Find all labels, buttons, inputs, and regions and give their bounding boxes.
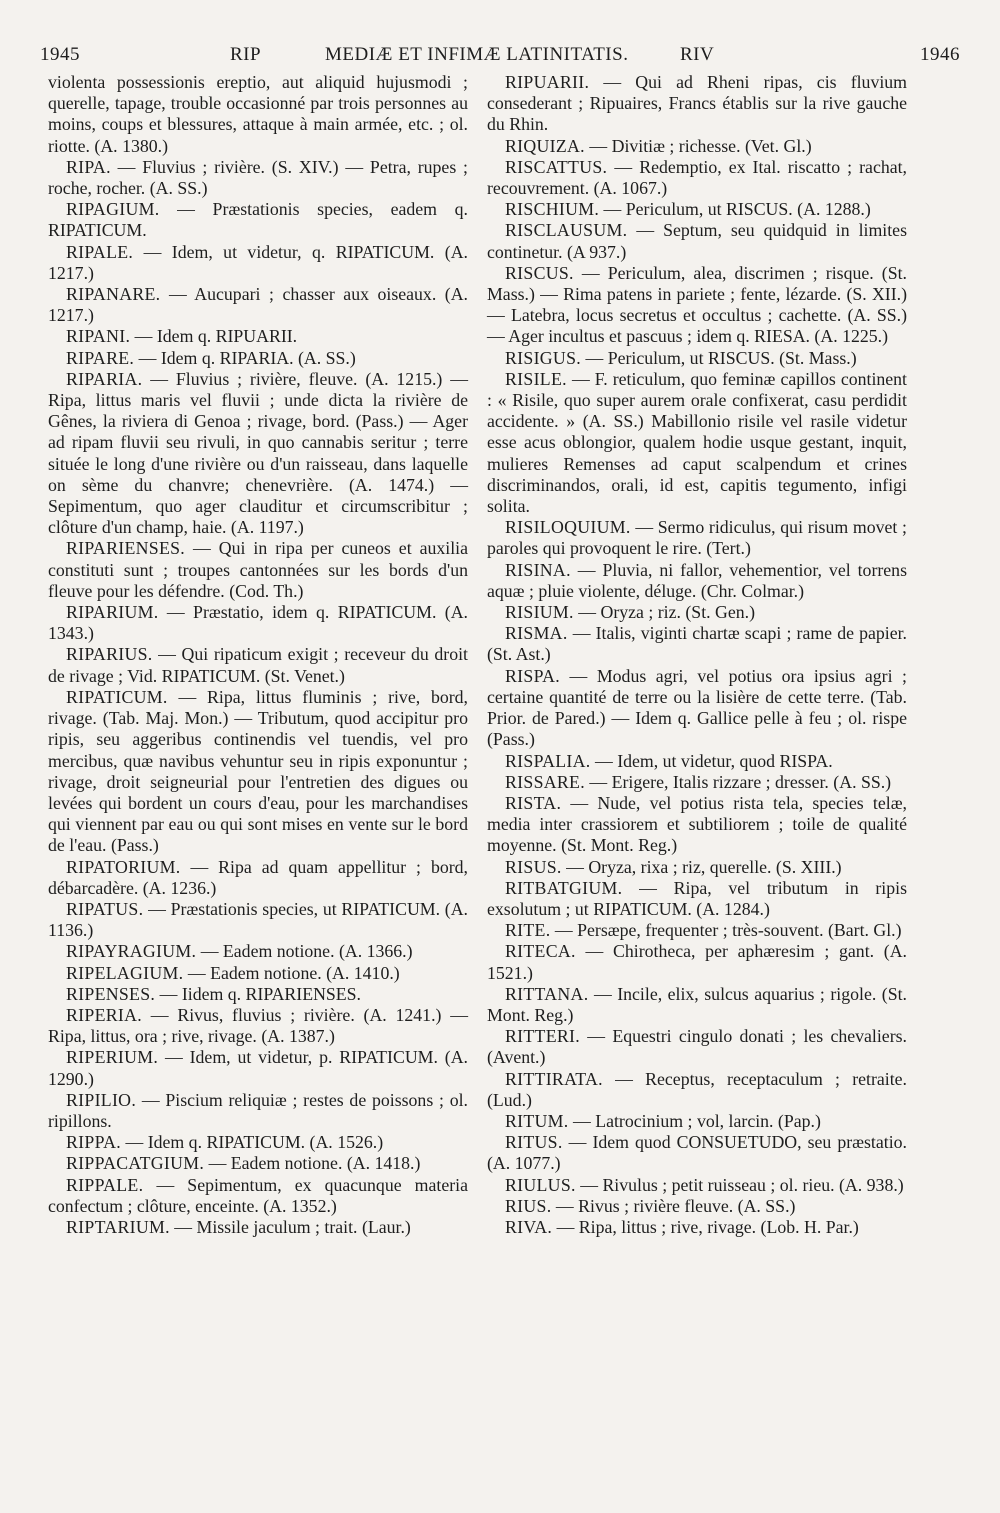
entry-headword: RIPANARE. <box>66 284 161 305</box>
entry-definition: — Rivus, fluvius ; rivière. (A. 1241.) — Ripa, littus, ora ; rive, rivage. (A. 1387.) <box>48 1004 468 1047</box>
entry-headword: RISCHIUM. <box>505 199 600 220</box>
entry-headword: RIPPA. <box>66 1132 122 1153</box>
dictionary-entry <box>487 878 907 920</box>
entry-headword: RITBATGIUM. <box>505 877 623 898</box>
entry-headword: RIPERIA. <box>66 1004 142 1025</box>
dictionary-entry <box>487 369 907 517</box>
entry-headword: RIPUARII. <box>505 72 590 92</box>
dictionary-entry <box>487 1196 907 1217</box>
dictionary-entry <box>48 963 468 984</box>
entry-definition: — Chirotheca, per aphæresim ; gant. (A. 1521.) <box>487 941 908 983</box>
dictionary-entry <box>487 72 907 136</box>
entry-definition: — Idem, ut videtur, q. RIPATICUM. (A. 1217.) <box>48 241 468 283</box>
entry-headword: RIPENSES. <box>66 983 156 1004</box>
dictionary-entry <box>48 1175 468 1217</box>
dictionary-entry <box>487 1175 907 1196</box>
dictionary-entry <box>48 941 468 962</box>
dictionary-entry <box>487 602 907 623</box>
entry-definition: — Oryza ; riz. (St. Gen.) <box>578 602 756 623</box>
entry-definition: — Persæpe, frequenter ; très-souvent. (Bart. Gl.) <box>554 920 902 941</box>
entry-definition: — Idem quod CONSUETUDO, seu præstatio. (A. 1077.) <box>487 1132 907 1174</box>
entry-definition: — Aucupari ; chasser aux oiseaux. (A. 1217.) <box>48 284 468 326</box>
entry-definition: — Periculum, ut RISCUS. (St. Mass.) <box>585 347 857 368</box>
entry-headword: RIPANI. <box>66 326 131 347</box>
dictionary-entry <box>487 136 907 157</box>
entry-definition: — Qui ad Rheni ripas, cis fluvium consederant ; Ripuaires, Francs établis sur la rive gauche du Rhin. <box>487 72 907 135</box>
entry-definition: — Equestri cingulo donati ; les chevaliers. (Avent.) <box>487 1026 907 1068</box>
entry-definition: — Ripa, littus ; rive, rivage. (Lob. H. Par.) <box>556 1216 859 1237</box>
dictionary-entry <box>48 644 468 686</box>
right-catchword: RIV <box>680 44 715 65</box>
entry-definition: — Sermo ridiculus, qui risum movet ; paroles qui provoquent le rire. (Tert.) <box>487 517 907 559</box>
dictionary-entry <box>48 326 468 347</box>
entry-headword: RISCUS. <box>505 262 574 283</box>
dictionary-entry <box>487 920 907 941</box>
entry-headword: RISPALIA. <box>505 750 591 771</box>
entry-definition: — Ripa ad quam appellitur ; bord, débarcadère. (A. 1236.) <box>48 856 468 898</box>
running-title: MEDIÆ ET INFIMÆ LATINITATIS. <box>325 44 629 65</box>
entry-headword: RIPELAGIUM. <box>66 962 184 983</box>
entry-headword: RISILOQUIUM. <box>505 517 631 538</box>
entry-definition: — Rivulus ; petit ruisseau ; ol. rieu. (A. 938.) <box>580 1174 904 1195</box>
entry-headword: RISIGUS. <box>505 347 582 368</box>
dictionary-entry <box>487 1111 907 1132</box>
dictionary-entry <box>487 1217 907 1238</box>
dictionary-entry <box>48 199 468 241</box>
entry-headword: RIPATICUM. <box>66 686 168 707</box>
dictionary-entry <box>48 1217 468 1238</box>
entry-definition: — Oryza, rixa ; riz, querelle. (S. XIII.) <box>566 856 842 877</box>
entry-headword: RISPA. <box>505 665 561 686</box>
entry-definition: — Latrocinium ; vol, larcin. (Pap.) <box>573 1110 821 1131</box>
entry-headword: RITUS. <box>505 1132 563 1153</box>
entry-definition: — Piscium reliquiæ ; restes de poissons ; ol. ripillons. <box>48 1089 468 1131</box>
entry-definition: — Missile jaculum ; trait. (Laur.) <box>174 1216 411 1237</box>
dictionary-entry <box>48 369 468 539</box>
entry-headword: RIUS. <box>505 1195 552 1216</box>
entry-headword: RISMA. <box>505 623 568 644</box>
entry-definition: — Idem, ut videtur, quod RISPA. <box>595 750 833 771</box>
dictionary-entry <box>487 199 907 220</box>
left-column <box>48 72 468 1238</box>
dictionary-entry <box>48 899 468 941</box>
entry-definition: — Rivus ; rivière fleuve. (A. SS.) <box>555 1195 796 1216</box>
entry-definition: — Eadem notione. (A. 1410.) <box>187 962 400 983</box>
dictionary-entry <box>487 157 907 199</box>
right-page-number: 1946 <box>920 44 960 65</box>
entry-definition: — Erigere, Italis rizzare ; dresser. (A. SS.) <box>589 771 892 792</box>
entry-definition: — Iidem q. RIPARIENSES. <box>159 983 362 1004</box>
entry-headword: RIPATUS. <box>66 898 144 919</box>
dictionary-entry <box>48 984 468 1005</box>
entry-definition: — Periculum, ut RISCUS. (A. 1288.) <box>603 199 871 220</box>
entry-headword: RIVA. <box>505 1216 553 1237</box>
entry-definition: — Idem q. RIPUARII. <box>134 326 298 347</box>
entry-headword: RIPALE. <box>66 241 134 262</box>
right-column <box>487 72 907 1238</box>
entry-headword: RISINA. <box>505 559 571 580</box>
dictionary-entry <box>48 157 468 199</box>
entry-definition: — Pluvia, ni fallor, vehementior, vel torrens aquæ ; pluie violente, déluge. (Chr. Colmar.) <box>487 559 907 601</box>
entry-headword: RISCATTUS. <box>505 156 608 177</box>
dictionary-entry <box>48 602 468 644</box>
dictionary-entry <box>487 772 907 793</box>
entry-headword: RIPATORIUM. <box>66 856 181 877</box>
dictionary-entry <box>487 560 907 602</box>
entry-definition: — Idem q. RIPARIA. (A. SS.) <box>138 347 356 368</box>
dictionary-entry <box>48 857 468 899</box>
dictionary-entry <box>487 348 907 369</box>
entry-definition: — Præstatio, idem q. RIPATICUM. (A. 1343.) <box>48 602 469 644</box>
entry-definition: — Qui ripaticum exigit ; receveur du droit de rivage ; Vid. RIPATICUM. (St. Venet.) <box>48 644 468 686</box>
dictionary-entry <box>487 751 907 772</box>
entry-definition: — Receptus, receptaculum ; retraite. (Lud.) <box>487 1068 907 1110</box>
entry-headword: RITTERI. <box>505 1026 580 1047</box>
entry-headword: RIPARIA. <box>66 368 143 389</box>
dictionary-entry <box>48 1132 468 1153</box>
entry-definition: — F. reticulum, quo feminæ capillos continent : « Risile, quo super aurem orale confixerat, casu perdidit accidente. » (A. SS.) Mabillonio risile vel rasile videtur esse acus oblongior, qualem hodie usque gestant, inquit, mulieres Remenses ad caput scalpendum et crines discriminandos, orali, id est, capitis tegumento, infigi solita. <box>487 368 907 517</box>
dictionary-entry <box>48 1090 468 1132</box>
dictionary-entry <box>487 1069 907 1111</box>
dictionary-entry <box>487 857 907 878</box>
dictionary-entry <box>48 284 468 326</box>
entry-headword: RISILE. <box>505 368 567 389</box>
dictionary-entry <box>48 1005 468 1047</box>
entry-headword: RIPARE. <box>66 347 135 368</box>
entry-definition: — Ripa, littus fluminis ; rive, bord, rivage. (Tab. Maj. Mon.) — Tributum, quod accipitur pro ripis, seu aggeribus continendis vel tuendis, vel pro mercibus, quæ navibus vehuntur seu in ripis exponuntur ; rivage, droit seigneurial pour l'entretien des digues ou levées qui bordent un cours d'eau, pour les marchandises qui viennent par eau ou qui sont mises en vente sur le bord de l'eau. (Pass.) <box>48 686 468 856</box>
dictionary-entry <box>487 517 907 559</box>
entry-definition: — Periculum, alea, discrimen ; risque. (St. Mass.) — Rima patens in pariete ; fente, lézarde. (S. XII.) — Latebra, locus secretus et occultus ; cachette. (A. SS.) — Ager incultus et pascuus ; idem q. RIESA. (A. 1225.) <box>487 262 907 347</box>
entry-headword: RITTIRATA. <box>505 1068 603 1089</box>
dictionary-entry <box>48 1153 468 1174</box>
entry-headword: RIPAYRAGIUM. <box>66 941 197 962</box>
dictionary-entry <box>48 72 468 157</box>
dictionary-entry <box>487 1026 907 1068</box>
entry-headword: RIPARIUM. <box>66 602 159 623</box>
dictionary-entry <box>48 242 468 284</box>
dictionary-entry <box>487 941 907 983</box>
running-header <box>40 44 960 72</box>
dictionary-entry <box>487 793 907 857</box>
entry-definition: violenta possessionis ereptio, aut aliquid hujusmodi ; querelle, tapage, trouble occasionné par trois personnes au moins, coups et blessures, attaque à main armée, etc. ; ol. riotte. (A. 1380.) <box>48 72 468 156</box>
dictionary-entry <box>487 220 907 262</box>
dictionary-entry <box>487 623 907 665</box>
entry-headword: RIQUIZA. <box>505 135 585 156</box>
entry-headword: RISCLAUSUM. <box>505 220 628 241</box>
entry-definition: — Incile, elix, sulcus aquarius ; rigole. (St. Mont. Reg.) <box>487 983 907 1025</box>
dictionary-entry <box>48 1047 468 1089</box>
dictionary-entry <box>487 984 907 1026</box>
dictionary-entry <box>487 263 907 348</box>
entry-definition: — Nude, vel potius rista tela, species telæ, media inter crassiorem et subtiliorem ; toile de qualité moyenne. (St. Mont. Reg.) <box>487 792 907 856</box>
dictionary-entry <box>48 538 468 602</box>
dictionary-entry <box>487 1132 907 1174</box>
entry-headword: RITECA. <box>505 941 576 962</box>
entry-definition: — Præstationis species, ut RIPATICUM. (A. 1136.) <box>48 898 468 941</box>
entry-headword: RITE. <box>505 920 551 941</box>
entry-definition: — Modus agri, vel potius ora ipsius agri ; certaine quantité de terre ou la lisière de cette terre. (Tab. Prior. de Pared.) — Idem q. Gallice pelle à feu ; ol. rispe (Pass.) <box>487 665 907 750</box>
entry-definition: — Sepimentum, ex quacunque materia confectum ; clôture, enceinte. (A. 1352.) <box>48 1174 468 1216</box>
entry-headword: RIPPACATGIUM. <box>66 1153 205 1174</box>
entry-definition: — Eadem notione. (A. 1366.) <box>200 941 413 962</box>
entry-headword: RIPERIUM. <box>66 1047 159 1068</box>
entry-headword: RIPTARIUM. <box>66 1216 170 1237</box>
entry-headword: RIPA. <box>66 156 111 177</box>
entry-definition: — Eadem notione. (A. 1418.) <box>208 1153 421 1174</box>
entry-headword: RISTA. <box>505 792 562 813</box>
left-page-number: 1945 <box>40 44 80 65</box>
entry-definition: — Redemptio, ex Ital. riscatto ; rachat, recouvrement. (A. 1067.) <box>487 156 908 199</box>
dictionary-entry <box>48 348 468 369</box>
entry-definition: — Septum, seu quidquid in limites continetur. (A 937.) <box>487 220 907 262</box>
entry-headword: RITTANA. <box>505 983 589 1004</box>
entry-headword: RIPPALE. <box>66 1174 144 1195</box>
entry-definition: — Præstationis species, eadem q. RIPATICUM. <box>48 199 468 241</box>
entry-definition: — Fluvius ; rivière, fleuve. (A. 1215.) — Ripa, littus maris vel fluvii ; unde dicta la rivière de Gênes, la riviera di Genoa ; rivage, bord. (Pass.) — Ager ad ripam fluvii seu rivuli, in quo cannabis seritur ; terre située le long d'une rivière ou d'un raisseau, dans laquelle on sème du chanvre; chenevrière. (A. 1474.) — Sepimentum, quo ager clauditur et circumscribitur ; clôture d'un champ, haie. (A. 1197.) <box>48 368 468 538</box>
entry-headword: RIULUS. <box>505 1174 576 1195</box>
dictionary-entry <box>48 687 468 857</box>
entry-definition: — Fluvius ; rivière. (S. XIV.) — Petra, rupes ; roche, rocher. (A. SS.) <box>48 156 468 199</box>
entry-headword: RISSARE. <box>505 771 585 792</box>
entry-definition: — Divitiæ ; richesse. (Vet. Gl.) <box>589 135 812 156</box>
entry-headword: RITUM. <box>505 1110 569 1131</box>
entry-headword: RIPAGIUM. <box>66 199 160 220</box>
entry-definition: — Ripa, vel tributum in ripis exsolutum ; ut RIPATICUM. (A. 1284.) <box>487 877 907 919</box>
entry-headword: RIPARIUS. <box>66 644 153 665</box>
entry-definition: — Idem, ut videtur, p. RIPATICUM. (A. 1290.) <box>48 1047 468 1089</box>
left-catchword: RIP <box>230 44 262 65</box>
entry-headword: RISUS. <box>505 856 562 877</box>
entry-definition: — Idem q. RIPATICUM. (A. 1526.) <box>125 1132 384 1153</box>
entry-definition: — Qui in ripa per cuneos et auxilia constituti sunt ; troupes cantonnées sur les bords d'un fleuve pour les défendre. (Cod. Th.) <box>48 538 468 601</box>
entry-definition: — Italis, viginti chartæ scapi ; rame de papier. (St. Ast.) <box>487 623 907 665</box>
entry-headword: RISIUM. <box>505 602 574 623</box>
entry-headword: RIPARIENSES. <box>66 538 186 559</box>
entry-headword: RIPILIO. <box>66 1089 137 1110</box>
dictionary-entry <box>487 666 907 751</box>
